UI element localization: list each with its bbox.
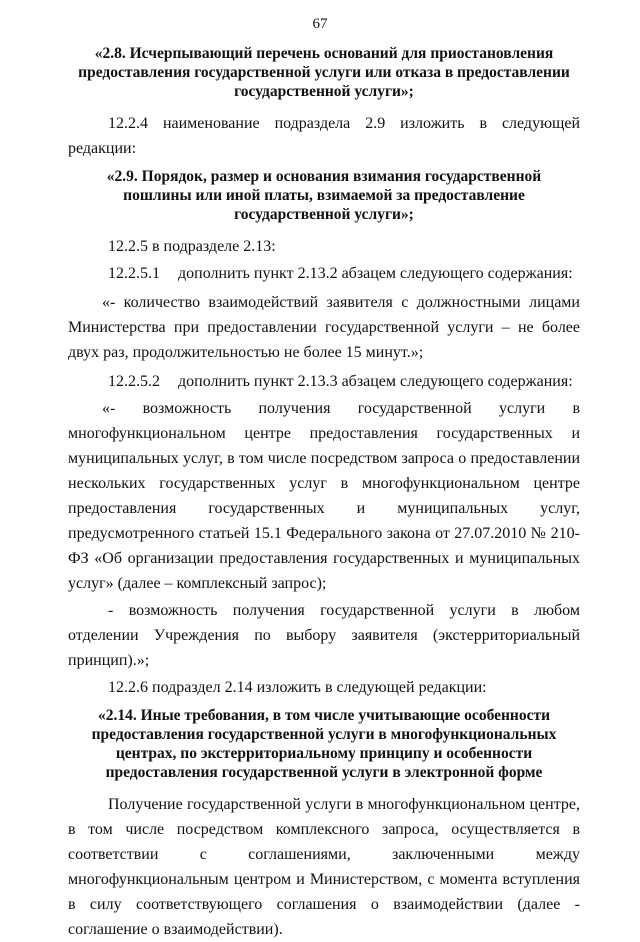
paragraph-12-2-6: 12.2.6 подраздел 2.14 изложить в следующей редакции: [108, 679, 487, 696]
page-number: 67 [312, 16, 328, 32]
heading-2-14: «2.14. Иные требования, в том числе учитывающие особенности предоставления государственной услуги в многофункциональных центрах, по экстерриториальному принципу и особенности предоставления государственной услуги в электронной форме [91, 707, 557, 781]
quote-2-first-line: «- возможность получения государственной услуги в [102, 400, 580, 417]
item-12-2-5-1 [68, 261, 580, 286]
document-body [68, 44, 580, 942]
quote-2-continuation: многофункциональном центре предоставления государственных и муниципальных услуг, в том числе посредством запроса о предоставлении нескольких государственных услуг в многофункциональном центре предоставления государственных и муниципальных услуг, предусмотренного статьей 15.1 Федерального закона от 27.07.2010 № 210-ФЗ «Об организации предоставления государственных и муниципальных услуг» (далее – комплексный запрос); [68, 425, 580, 592]
item-12-2-5-2 [68, 369, 580, 394]
paragraph-12-2-4: 12.2.4 наименование подраздела 2.9 изложить в следующей редакции: [68, 115, 580, 157]
heading-2-9: «2.9. Порядок, размер и основания взимания государственной пошлины или иной платы, взимаемой за предоставление государственной услуги»; [106, 168, 542, 223]
final-paragraph: Получение государственной услуги в многофункциональном центре, в том числе посредством комплексного запроса, осуществляется в соответствии с соглашениями, заключенными между многофункциональным центром и Министерством, с момента вступления в силу соответствующего соглашения о взаимодействии (далее - соглашение о взаимодействии). [68, 796, 580, 938]
item-text: дополнить пункт 2.13.3 абзацем следующего содержания: [178, 373, 573, 390]
item-text: дополнить пункт 2.13.2 абзацем следующего содержания: [178, 265, 573, 282]
heading-2-8: «2.8. Исчерпывающий перечень оснований для приостановления предоставления государственной услуги или отказа в предоставлении государственной услуги»; [78, 45, 570, 100]
paragraph-12-2-5: 12.2.5 в подразделе 2.13: [108, 238, 276, 255]
quote-1-first-line: «- количество взаимодействий заявителя с должностными лицами [102, 294, 580, 311]
quote-3: - возможность получения государственной услуги в любом отделении Учреждения по выбору заявителя (экстерриториальный принцип).»; [68, 602, 580, 669]
quote-1-continuation: Министерства при предоставлении государственной услуги – не более двух раз, продолжительностью не более 15 минут.»; [68, 319, 580, 361]
item-number: 12.2.5.2 [108, 373, 160, 390]
item-number: 12.2.5.1 [108, 265, 160, 282]
